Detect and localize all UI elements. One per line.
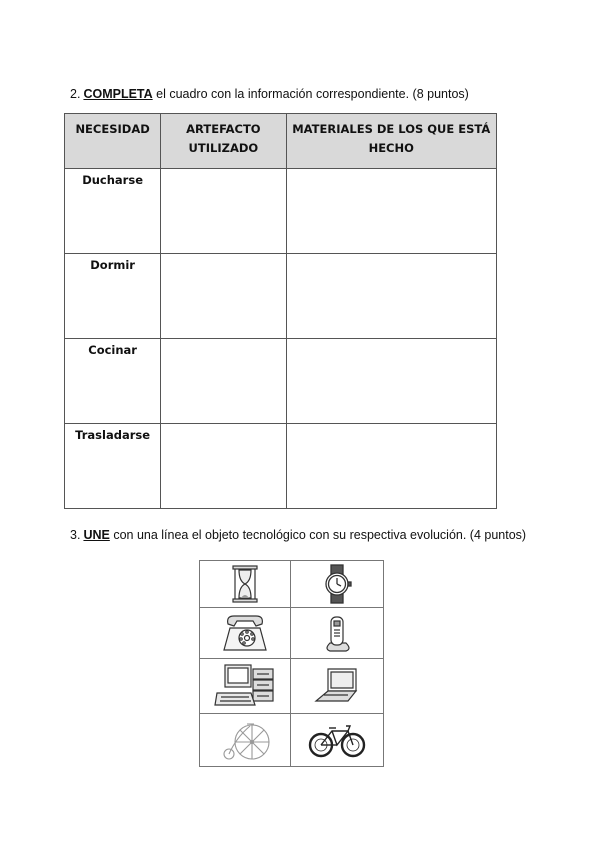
table-row xyxy=(65,169,497,254)
need-cell: Ducharse xyxy=(65,169,161,254)
bicycle-icon[interactable] xyxy=(291,714,383,766)
materials-answer-cell[interactable] xyxy=(286,169,497,254)
question-2-keyword: COMPLETA xyxy=(83,87,153,101)
table-header-row xyxy=(65,114,497,169)
need-cell: Trasladarse xyxy=(65,424,161,509)
question-3-text: con una línea el objeto tecnológico con su respectiva evolución. (4 puntos) xyxy=(109,528,527,542)
question-2-text: el cuadro con la información correspondiente. (8 puntos) xyxy=(152,87,469,101)
wristwatch-icon[interactable] xyxy=(291,561,383,607)
hourglass-icon[interactable] xyxy=(200,561,290,607)
header-artefacto: ARTEFACTO UTILIZADO xyxy=(161,114,286,169)
artifact-answer-cell[interactable] xyxy=(161,169,286,254)
question-3 xyxy=(70,527,526,543)
question-2 xyxy=(70,86,469,102)
table-row xyxy=(65,424,497,509)
materials-answer-cell[interactable] xyxy=(286,424,497,509)
question-3-number: 3. xyxy=(70,528,81,542)
header-necesidad: NECESIDAD xyxy=(65,114,161,169)
artifact-answer-cell[interactable] xyxy=(161,254,286,339)
artifact-answer-cell[interactable] xyxy=(161,424,286,509)
materials-answer-cell[interactable] xyxy=(286,254,497,339)
question-3-keyword: UNE xyxy=(83,528,110,542)
cordless-phone-icon[interactable] xyxy=(291,608,383,658)
question-2-number: 2. xyxy=(70,87,81,101)
old-computer-icon[interactable] xyxy=(200,659,290,713)
need-cell: Cocinar xyxy=(65,339,161,424)
penny-farthing-icon[interactable] xyxy=(200,714,290,766)
laptop-icon[interactable] xyxy=(291,659,383,713)
table-row xyxy=(65,339,497,424)
rotary-phone-icon[interactable] xyxy=(200,608,290,658)
need-cell: Dormir xyxy=(65,254,161,339)
table-row xyxy=(65,254,497,339)
completion-table xyxy=(64,113,497,509)
header-materiales: MATERIALES DE LOS QUE ESTÁ HECHO xyxy=(286,114,497,169)
matching-grid xyxy=(199,560,384,767)
artifact-answer-cell[interactable] xyxy=(161,339,286,424)
materials-answer-cell[interactable] xyxy=(286,339,497,424)
